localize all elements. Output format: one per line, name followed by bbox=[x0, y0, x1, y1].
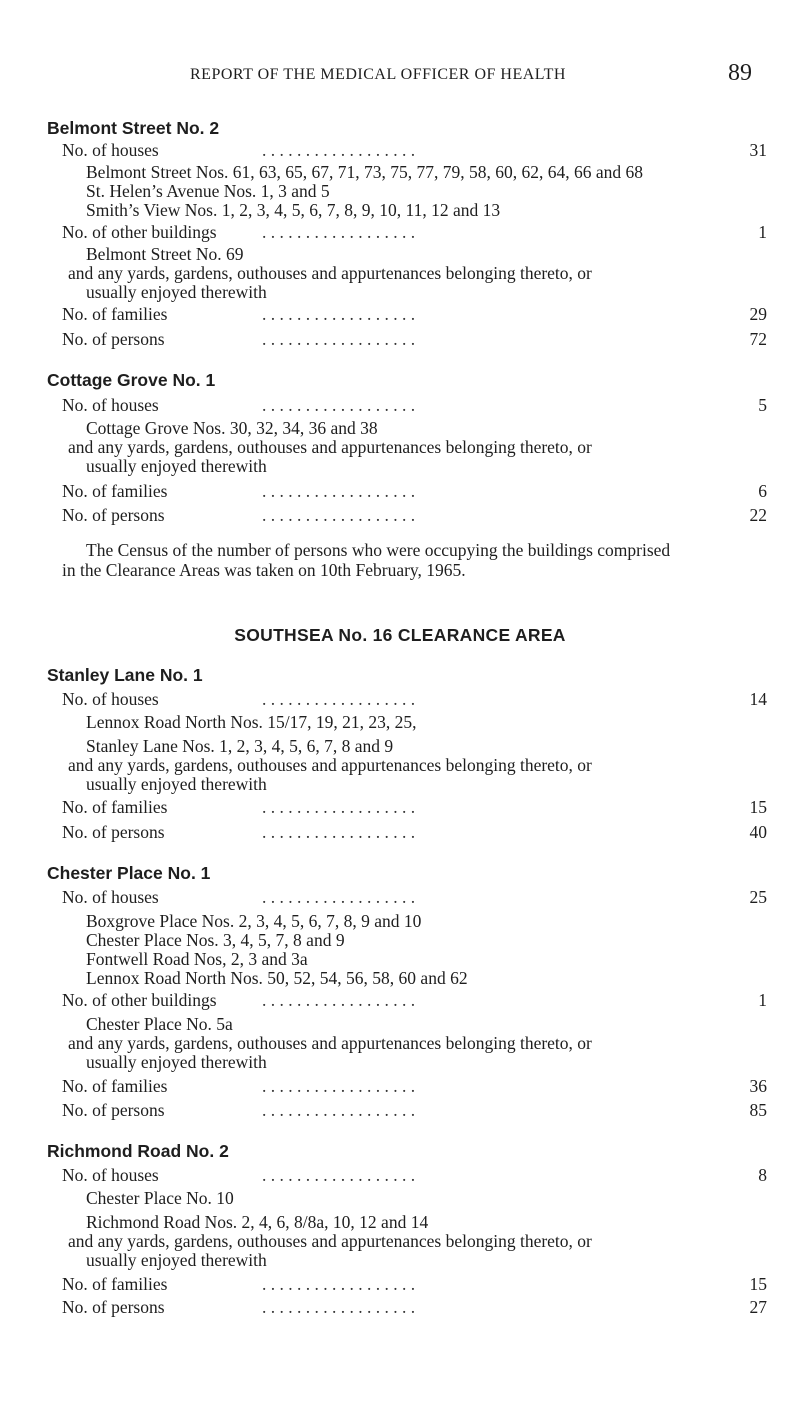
address-line: Richmond Road Nos. 2, 4, 6, 8/8a, 10, 12 and 14 bbox=[86, 1212, 429, 1232]
leader-dots: . . . . . . . . . . . . . . . . . . bbox=[262, 222, 416, 242]
row-value: 40 bbox=[749, 822, 767, 842]
row-value: 36 bbox=[749, 1076, 767, 1096]
leader-dots: . . . . . . . . . . . . . . . . . . bbox=[262, 1076, 416, 1096]
row-label: No. of persons bbox=[62, 1100, 165, 1120]
row-value: 6 bbox=[758, 481, 767, 501]
row-label: No. of other buildings bbox=[62, 222, 217, 242]
yards-line: usually enjoyed therewith bbox=[86, 1250, 267, 1270]
leader-dots: . . . . . . . . . . . . . . . . . . bbox=[262, 1100, 416, 1120]
leader-dots: . . . . . . . . . . . . . . . . . . bbox=[262, 140, 416, 160]
address-line: Lennox Road North Nos. 50, 52, 54, 56, 58, 60 and 62 bbox=[86, 968, 468, 988]
leader-dots: . . . . . . . . . . . . . . . . . . bbox=[262, 395, 416, 415]
belmont-families-row bbox=[62, 304, 767, 326]
address-line: Stanley Lane Nos. 1, 2, 3, 4, 5, 6, 7, 8 and 9 bbox=[86, 736, 394, 756]
page-header bbox=[0, 58, 800, 88]
leader-dots: . . . . . . . . . . . . . . . . . . bbox=[262, 990, 416, 1010]
address-line: Chester Place Nos. 3, 4, 5, 7, 8 and 9 bbox=[86, 930, 345, 950]
row-label: No. of families bbox=[62, 1274, 168, 1294]
running-title: REPORT OF THE MEDICAL OFFICER OF HEALTH bbox=[190, 66, 566, 83]
row-label: No. of houses bbox=[62, 689, 159, 709]
address-line: Cottage Grove Nos. 30, 32, 34, 36 and 38 bbox=[86, 418, 378, 438]
section-heading-chester: Chester Place No. 1 bbox=[47, 863, 211, 883]
address-line: Smith’s View Nos. 1, 2, 3, 4, 5, 6, 7, 8, 9, 10, 11, 12 and 13 bbox=[86, 200, 501, 220]
row-value: 22 bbox=[749, 505, 767, 525]
row-value: 15 bbox=[749, 1274, 767, 1294]
row-label: No. of houses bbox=[62, 395, 159, 415]
section-heading-cottage: Cottage Grove No. 1 bbox=[47, 370, 216, 390]
stanley-persons-row bbox=[62, 822, 767, 844]
address-line: Fontwell Road Nos, 2, 3 and 3a bbox=[86, 949, 308, 969]
row-label: No. of families bbox=[62, 481, 168, 501]
row-label: No. of persons bbox=[62, 822, 165, 842]
chester-houses-row bbox=[62, 887, 767, 909]
section-heading-richmond: Richmond Road No. 2 bbox=[47, 1141, 229, 1161]
row-label: No. of persons bbox=[62, 1297, 165, 1317]
row-value: 25 bbox=[749, 887, 767, 907]
row-value: 1 bbox=[758, 990, 767, 1010]
row-value: 27 bbox=[749, 1297, 767, 1317]
page-number: 89 bbox=[728, 60, 752, 86]
address-line: Boxgrove Place Nos. 2, 3, 4, 5, 6, 7, 8, 9 and 10 bbox=[86, 911, 422, 931]
richmond-persons-row bbox=[62, 1297, 767, 1319]
address-line: Belmont Street Nos. 61, 63, 65, 67, 71, 73, 75, 77, 79, 58, 60, 62, 64, 66 and 68 bbox=[86, 162, 644, 182]
address-line: Chester Place No. 10 bbox=[86, 1188, 234, 1208]
belmont-other-row bbox=[62, 222, 767, 244]
yards-line: and any yards, gardens, outhouses and appurtenances belonging thereto, or bbox=[68, 263, 592, 283]
leader-dots: . . . . . . . . . . . . . . . . . . bbox=[262, 329, 416, 349]
stanley-families-row bbox=[62, 797, 767, 819]
row-value: 5 bbox=[758, 395, 767, 415]
chester-other-row bbox=[62, 990, 767, 1012]
leader-dots: . . . . . . . . . . . . . . . . . . bbox=[262, 1165, 416, 1185]
leader-dots: . . . . . . . . . . . . . . . . . . bbox=[262, 505, 416, 525]
yards-line: and any yards, gardens, outhouses and appurtenances belonging thereto, or bbox=[68, 755, 592, 775]
row-value: 15 bbox=[749, 797, 767, 817]
census-line: in the Clearance Areas was taken on 10th February, 1965. bbox=[62, 560, 466, 580]
row-value: 72 bbox=[749, 329, 767, 349]
section-heading-belmont: Belmont Street No. 2 bbox=[47, 118, 220, 138]
richmond-families-row bbox=[62, 1274, 767, 1296]
row-value: 31 bbox=[749, 140, 767, 160]
address-line: Lennox Road North Nos. 15/17, 19, 21, 23, 25, bbox=[86, 712, 417, 732]
address-line: Chester Place No. 5a bbox=[86, 1014, 233, 1034]
belmont-persons-row bbox=[62, 329, 767, 351]
leader-dots: . . . . . . . . . . . . . . . . . . bbox=[262, 822, 416, 842]
leader-dots: . . . . . . . . . . . . . . . . . . bbox=[262, 689, 416, 709]
row-label: No. of houses bbox=[62, 140, 159, 160]
yards-line: usually enjoyed therewith bbox=[86, 456, 267, 476]
leader-dots: . . . . . . . . . . . . . . . . . . bbox=[262, 304, 416, 324]
leader-dots: . . . . . . . . . . . . . . . . . . bbox=[262, 887, 416, 907]
address-line: Belmont Street No. 69 bbox=[86, 244, 244, 264]
row-value: 29 bbox=[749, 304, 767, 324]
yards-line: usually enjoyed therewith bbox=[86, 1052, 267, 1072]
cottage-persons-row bbox=[62, 505, 767, 527]
richmond-houses-row bbox=[62, 1165, 767, 1187]
chester-persons-row bbox=[62, 1100, 767, 1122]
census-line: The Census of the number of persons who were occupying the buildings comprised bbox=[86, 540, 671, 560]
yards-line: usually enjoyed therewith bbox=[86, 282, 267, 302]
section-heading-stanley: Stanley Lane No. 1 bbox=[47, 665, 203, 685]
row-label: No. of families bbox=[62, 1076, 168, 1096]
yards-line: usually enjoyed therewith bbox=[86, 774, 267, 794]
yards-line: and any yards, gardens, outhouses and appurtenances belonging thereto, or bbox=[68, 1033, 592, 1053]
row-value: 1 bbox=[758, 222, 767, 242]
yards-line: and any yards, gardens, outhouses and appurtenances belonging thereto, or bbox=[68, 1231, 592, 1251]
row-value: 14 bbox=[749, 689, 767, 709]
leader-dots: . . . . . . . . . . . . . . . . . . bbox=[262, 481, 416, 501]
row-label: No. of houses bbox=[62, 887, 159, 907]
stanley-houses-row bbox=[62, 689, 767, 711]
leader-dots: . . . . . . . . . . . . . . . . . . bbox=[262, 797, 416, 817]
address-line: St. Helen’s Avenue Nos. 1, 3 and 5 bbox=[86, 181, 330, 201]
leader-dots: . . . . . . . . . . . . . . . . . . bbox=[262, 1274, 416, 1294]
row-value: 8 bbox=[758, 1165, 767, 1185]
yards-line: and any yards, gardens, outhouses and appurtenances belonging thereto, or bbox=[68, 437, 592, 457]
row-label: No. of houses bbox=[62, 1165, 159, 1185]
cottage-families-row bbox=[62, 481, 767, 503]
row-value: 85 bbox=[749, 1100, 767, 1120]
row-label: No. of persons bbox=[62, 329, 165, 349]
belmont-houses-row bbox=[62, 140, 767, 162]
cottage-houses-row bbox=[62, 395, 767, 417]
chester-families-row bbox=[62, 1076, 767, 1098]
row-label: No. of other buildings bbox=[62, 990, 217, 1010]
leader-dots: . . . . . . . . . . . . . . . . . . bbox=[262, 1297, 416, 1317]
row-label: No. of families bbox=[62, 304, 168, 324]
clearance-area-title: SOUTHSEA No. 16 CLEARANCE AREA bbox=[234, 625, 566, 645]
row-label: No. of families bbox=[62, 797, 168, 817]
row-label: No. of persons bbox=[62, 505, 165, 525]
